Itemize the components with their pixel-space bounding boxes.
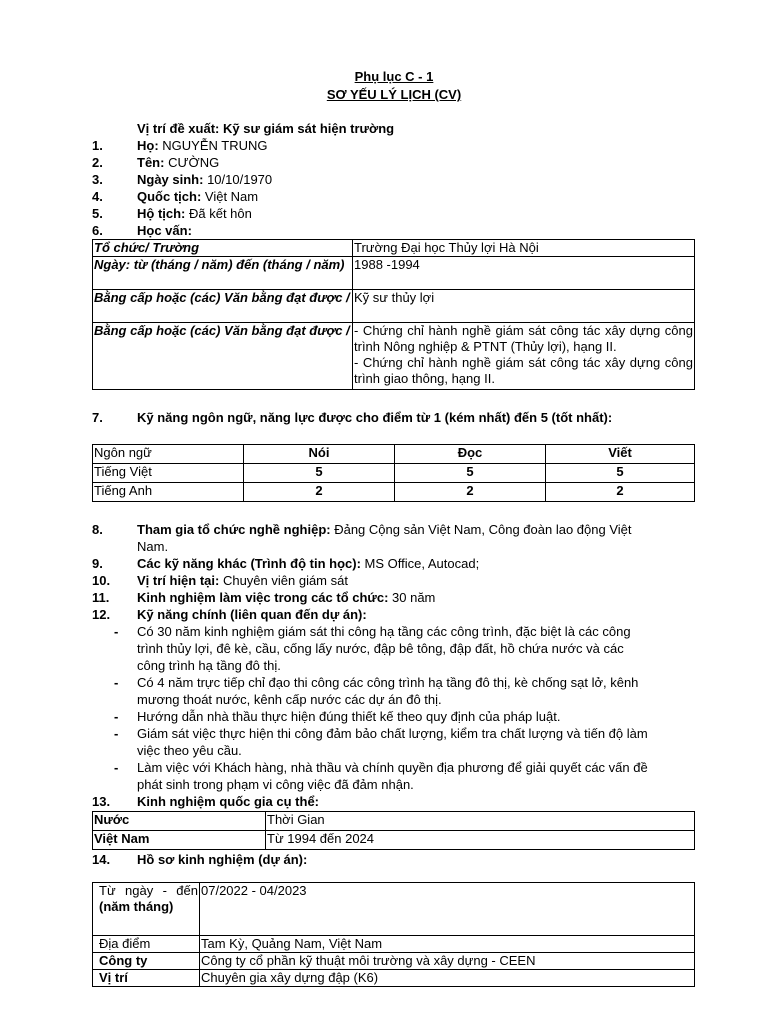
item-number: 12. xyxy=(92,607,111,622)
education-heading xyxy=(137,222,192,239)
skill-line: Giám sát việc thực hiện thi công đảm bảo chất lượng, kiểm tra chất lượng và tiến độ làm xyxy=(137,726,648,741)
skill-item xyxy=(137,674,695,708)
skill-item xyxy=(137,759,695,793)
proposed-position xyxy=(137,120,394,137)
work-experience-label: Kinh nghiệm làm việc trong các tổ chức: xyxy=(137,590,389,605)
current-position-label: Vị trí hiện tại: xyxy=(137,573,220,588)
table-row xyxy=(93,883,695,936)
work-experience xyxy=(137,589,435,606)
skill-item xyxy=(137,725,695,759)
key-skills-label: Kỹ năng chính (liên quan đến dự án): xyxy=(137,607,367,622)
other-skills-label: Các kỹ năng khác (Trình độ tin học): xyxy=(137,556,361,571)
table-row xyxy=(93,257,695,290)
skill-line: công trình hạ tầng đô thị. xyxy=(137,658,281,673)
work-experience-value: 30 năm xyxy=(388,590,436,605)
location-label: Địa điểm xyxy=(93,936,200,953)
language-table xyxy=(92,444,695,502)
country-time: Từ 1994 đến 2024 xyxy=(266,831,695,850)
membership-value-cont: Nam. xyxy=(137,539,169,554)
location-value: Tam Kỳ, Quảng Nam, Việt Nam xyxy=(200,936,695,953)
company-label: Công ty xyxy=(93,953,200,970)
birth-date-value: 10/10/1970 xyxy=(203,172,273,187)
skill-item xyxy=(137,623,695,674)
skill-line: Hướng dẫn nhà thầu thực hiện đúng thiết kế theo quy định của pháp luật. xyxy=(137,709,561,724)
item-number: 13. xyxy=(92,794,111,809)
cv-title: SƠ YẾU LÝ LỊCH (CV) xyxy=(326,87,462,102)
col-header-read: Đọc xyxy=(395,445,546,464)
marital-status xyxy=(137,205,252,222)
current-position xyxy=(137,572,348,589)
table-cell-value: Kỹ sư thủy lợi xyxy=(353,290,695,323)
bullet-dash: - xyxy=(114,726,119,741)
nationality xyxy=(137,188,258,205)
col-header-country: Nước xyxy=(93,812,266,831)
item-number: 1. xyxy=(92,138,103,153)
write-score: 2 xyxy=(546,483,695,502)
table-row xyxy=(93,970,695,987)
given-name-label: Tên: xyxy=(137,155,165,170)
col-header-speak: Nói xyxy=(244,445,395,464)
read-score: 2 xyxy=(395,483,546,502)
table-row xyxy=(93,953,695,970)
company-value: Công ty cổ phần kỹ thuật môi trường và xây dựng - CEEN xyxy=(200,953,695,970)
item-number: 8. xyxy=(92,522,103,537)
table-row xyxy=(93,240,695,257)
table-header-row xyxy=(93,812,695,831)
read-score: 5 xyxy=(395,464,546,483)
item-number: 9. xyxy=(92,556,103,571)
family-name-value: NGUYỄN TRUNG xyxy=(158,138,268,153)
language-name: Tiếng Việt xyxy=(93,464,244,483)
education-table xyxy=(92,239,695,390)
date-range-label: Từ ngày - đến xyxy=(99,883,198,898)
role-value: Chuyên gia xây dựng đập (K6) xyxy=(200,970,695,987)
table-row xyxy=(93,936,695,953)
family-name xyxy=(137,137,268,154)
membership-value: Đảng Cộng sản Việt Nam, Công đoàn lao động Việt xyxy=(330,522,632,537)
certificate-2: - Chứng chỉ hành nghề giám sát công tác xây dựng công trình giao thông, hạng II. xyxy=(354,355,693,386)
bullet-dash: - xyxy=(114,675,119,690)
project-experience-heading: Hồ sơ kinh nghiệm (dự án): xyxy=(137,852,308,867)
birth-date-label: Ngày sinh: xyxy=(137,172,204,187)
professional-membership xyxy=(137,521,632,538)
project-table xyxy=(92,882,695,987)
item-number: 10. xyxy=(92,573,111,588)
skill-line: mương thoát nước, kênh cấp nước các dự án đô thị. xyxy=(137,692,442,707)
language-heading: Kỹ năng ngôn ngữ, năng lực được cho điểm từ 1 (kém nhất) đến 5 (tốt nhất): xyxy=(137,410,613,425)
skill-line: việc theo yêu cầu. xyxy=(137,743,242,758)
skill-line: Có 4 năm trực tiếp chỉ đạo thi công các công trình hạ tầng đô thị, kè chống sạt lở, kênh xyxy=(137,675,639,690)
given-name xyxy=(137,154,219,171)
item-number: 6. xyxy=(92,223,103,238)
bullet-dash: - xyxy=(114,760,119,775)
certificate-1: - Chứng chỉ hành nghề giám sát công tác xây dựng công trình Nông nghiệp & PTNT (Thủy lợi), hạng II. xyxy=(354,323,693,354)
other-skills-value: MS Office, Autocad; xyxy=(360,556,480,571)
nationality-value: Việt Nam xyxy=(201,189,259,204)
project-date-label-cell xyxy=(93,883,200,936)
table-row xyxy=(93,483,695,502)
current-position-value: Chuyên viên giám sát xyxy=(219,573,348,588)
table-row xyxy=(93,323,695,390)
table-row xyxy=(93,290,695,323)
col-header-language: Ngôn ngữ xyxy=(93,445,244,464)
table-row xyxy=(93,831,695,850)
col-header-time: Thời Gian xyxy=(266,812,695,831)
speak-score: 5 xyxy=(244,464,395,483)
education-label: Học vấn: xyxy=(137,223,192,238)
table-row xyxy=(93,464,695,483)
country-table xyxy=(92,811,695,850)
bullet-dash: - xyxy=(114,709,119,724)
role-label: Vị trí xyxy=(93,970,200,987)
marital-status-label: Hộ tịch: xyxy=(137,206,186,221)
language-name: Tiếng Anh xyxy=(93,483,244,502)
table-header-row xyxy=(93,445,695,464)
table-cell-label: Bằng cấp hoặc (các) Văn bằng đạt được / xyxy=(93,323,353,390)
item-number: 7. xyxy=(92,410,103,425)
col-header-write: Viết xyxy=(546,445,695,464)
proposed-position-label: Vị trí đề xuất: xyxy=(137,121,220,136)
given-name-value: CƯỜNG xyxy=(164,155,220,170)
country-name: Việt Nam xyxy=(93,831,266,850)
table-cell-label: Ngày: từ (tháng / năm) đến (tháng / năm) xyxy=(93,257,353,290)
table-cell-value xyxy=(353,323,695,390)
item-number: 11. xyxy=(92,590,110,605)
skill-line: trình thủy lợi, đê kè, cầu, cống lấy nước, đập bê tông, đập đất, hồ chứa nước và các xyxy=(137,641,624,656)
bullet-dash: - xyxy=(114,624,119,639)
other-skills xyxy=(137,555,479,572)
item-number: 2. xyxy=(92,155,103,170)
item-number: 14. xyxy=(92,852,111,867)
key-skills-heading xyxy=(137,606,367,623)
nationality-label: Quốc tịch: xyxy=(137,189,202,204)
speak-score: 2 xyxy=(244,483,395,502)
item-number: 4. xyxy=(92,189,103,204)
skill-line: phát sinh trong phạm vi công việc đã đảm nhận. xyxy=(137,777,414,792)
skill-line: Làm việc với Khách hàng, nhà thầu và chính quyền địa phương để giải quyết các vấn đề xyxy=(137,760,648,775)
proposed-position-value: Kỹ sư giám sát hiện trường xyxy=(222,121,395,136)
item-number: 3. xyxy=(92,172,103,187)
skill-line: Có 30 năm kinh nghiệm giám sát thi công hạ tầng các công trình, đặc biệt là các công xyxy=(137,624,631,639)
item-number: 5. xyxy=(92,206,103,221)
country-experience-heading: Kinh nghiệm quốc gia cụ thể: xyxy=(137,794,319,809)
marital-status-value: Đã kết hôn xyxy=(185,206,252,221)
project-date-value: 07/2022 - 04/2023 xyxy=(200,883,695,936)
membership-label: Tham gia tổ chức nghề nghiệp: xyxy=(137,522,331,537)
skill-item xyxy=(137,708,695,725)
appendix-heading: Phụ lục C - 1 xyxy=(354,69,434,84)
family-name-label: Họ: xyxy=(137,138,159,153)
table-cell-label: Tổ chức/ Trường xyxy=(93,240,353,257)
date-format-label: (năm tháng) xyxy=(99,899,174,914)
birth-date xyxy=(137,171,272,188)
table-cell-label: Bằng cấp hoặc (các) Văn bằng đạt được / xyxy=(93,290,353,323)
table-cell-value: Trường Đại học Thủy lợi Hà Nội xyxy=(353,240,695,257)
table-cell-value: 1988 -1994 xyxy=(353,257,695,290)
write-score: 5 xyxy=(546,464,695,483)
